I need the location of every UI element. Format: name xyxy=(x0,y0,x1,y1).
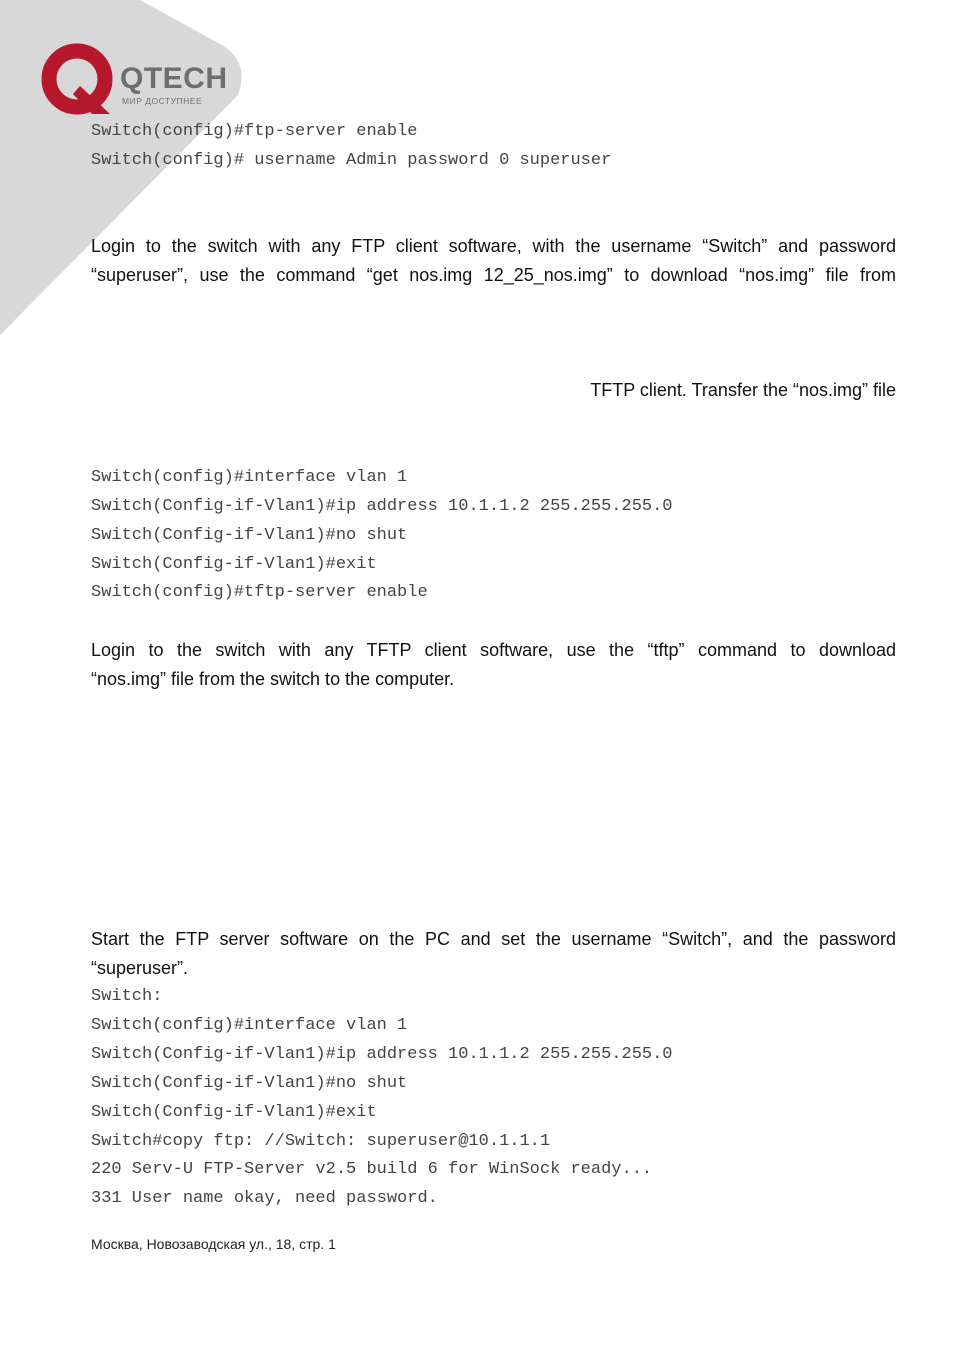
code-line: Switch(config)# username Admin password 0 superuser xyxy=(91,151,612,170)
code-line: Switch(Config-if-Vlan1)#no shut xyxy=(91,1074,408,1093)
footer-address: Москва, Новозаводская ул., 18, стр. 1 xyxy=(91,1236,336,1252)
code-line: Switch(Config-if-Vlan1)#no shut xyxy=(91,526,408,545)
code-line: 220 Serv-U FTP-Server v2.5 build 6 for WinSock ready... xyxy=(91,1160,653,1179)
paragraph-line: Login to the switch with any TFTP client software, use the “tftp” command to download xyxy=(91,640,896,660)
qtech-logo xyxy=(40,42,230,118)
code-line: Switch#copy ftp: //Switch: superuser@10.1.1.1 xyxy=(91,1132,551,1151)
code-line: Switch(Config-if-Vlan1)#ip address 10.1.1.2 255.255.255.0 xyxy=(91,497,673,516)
paragraph-line: “superuser”, use the command “get nos.img 12_25_nos.img” to download “nos.img” file from xyxy=(91,265,896,285)
paragraph-line: Start the FTP server software on the PC and set the username “Switch”, and the password xyxy=(91,929,896,949)
code-line: 331 User name okay, need password. xyxy=(91,1189,438,1208)
paragraph-line: “nos.img” file from the switch to the computer. xyxy=(91,669,455,689)
paragraph-line: Login to the switch with any FTP client software, with the username “Switch” and password xyxy=(91,236,896,256)
paragraph-line: “superuser”. xyxy=(91,958,189,978)
code-line: Switch(Config-if-Vlan1)#exit xyxy=(91,555,377,574)
code-line: Switch(config)#ftp-server enable xyxy=(91,122,418,141)
logo-mark-icon xyxy=(40,42,116,118)
code-line: Switch(Config-if-Vlan1)#exit xyxy=(91,1103,377,1122)
logo-brand-text: QTECH xyxy=(120,62,228,95)
code-line: Switch(Config-if-Vlan1)#ip address 10.1.1.2 255.255.255.0 xyxy=(91,1045,673,1064)
logo-tagline: МИР ДОСТУПНЕЕ xyxy=(122,96,203,106)
code-line: Switch(config)#interface vlan 1 xyxy=(91,1016,408,1035)
code-line: Switch: xyxy=(91,987,163,1006)
tftp-client-fragment: TFTP client. Transfer the “nos.img” file xyxy=(590,380,896,400)
code-line: Switch(config)#interface vlan 1 xyxy=(91,468,408,487)
code-line: Switch(config)#tftp-server enable xyxy=(91,583,428,602)
